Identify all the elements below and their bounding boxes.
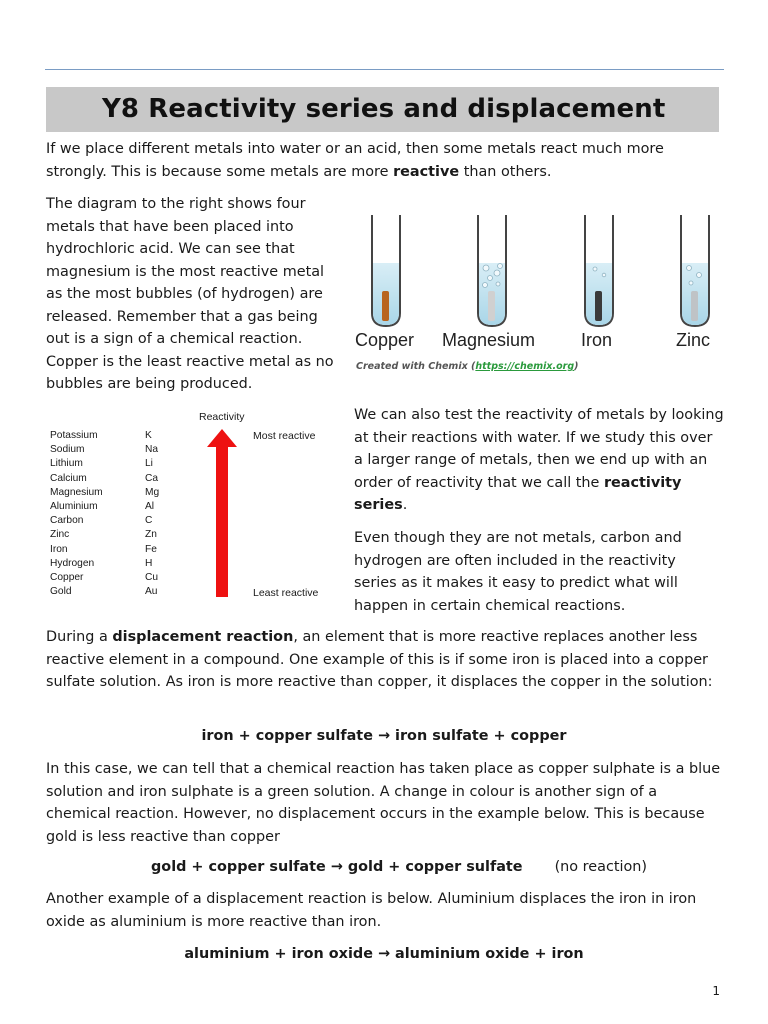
credit-suffix: ) [574, 361, 579, 372]
tube-label-iron: Iron [581, 330, 613, 350]
reactivity-row [50, 557, 185, 571]
another-paragraph: Another example of a displacement reaction is below. Aluminium displaces the iron in iron oxide as aluminium is more reactive than iron. [46, 891, 697, 930]
element-symbol: Li [145, 458, 153, 470]
water-bold: reactivity series [354, 474, 682, 513]
displacement-text: During a [46, 629, 113, 645]
equation-2-note: (no reaction) [554, 859, 648, 875]
tube-iron [585, 215, 613, 326]
reactivity-row [50, 472, 185, 486]
element-name: Zinc [50, 529, 70, 541]
element-symbol: C [145, 515, 153, 527]
water-paragraph [354, 404, 724, 517]
page-number: 1 [712, 984, 720, 998]
intro-bold: reactive [393, 163, 460, 180]
element-name: Calcium [50, 472, 87, 484]
reactivity-table [50, 429, 185, 599]
diagram-paragraph: The diagram to the right shows four metals that have been placed into hydrochloric acid. We can see that magnesium is the most reactive metal as the most bubbles (of hydrogen) are released. Remember that a gas being out is a sign of a chemical reaction. Copper is the least reactive metal as no bubbles are being produced. [46, 196, 334, 392]
element-symbol: Al [145, 501, 155, 513]
element-symbol: K [145, 430, 152, 441]
reactivity-arrow [204, 429, 240, 599]
reactivity-row [50, 585, 185, 599]
element-name: Aluminium [50, 501, 98, 513]
most-reactive-label: Most reactive [253, 430, 316, 442]
element-symbol: Au [145, 586, 158, 598]
reactivity-row [50, 429, 185, 443]
element-name: Potassium [50, 430, 98, 441]
element-name: Sodium [50, 444, 85, 456]
least-reactive-label: Least reactive [253, 587, 319, 599]
element-name: Gold [50, 586, 72, 598]
intro-text-end: than others. [459, 163, 552, 180]
element-name: Copper [50, 572, 84, 584]
iron-strip [595, 291, 602, 321]
reactivity-row [50, 457, 185, 471]
zinc-strip [691, 291, 698, 321]
test-tubes-illustration [345, 205, 720, 330]
element-symbol: Zn [145, 529, 157, 541]
intro-paragraph [46, 138, 726, 183]
element-name: Hydrogen [50, 557, 95, 569]
element-symbol: Na [145, 444, 159, 456]
element-symbol: Ca [145, 472, 159, 484]
element-symbol: H [145, 557, 153, 569]
tube-label-zinc: Zinc [676, 330, 711, 350]
credit-link[interactable]: https://chemix.org [475, 361, 575, 372]
displacement-bold: displacement reaction [112, 629, 294, 645]
reactivity-row [50, 514, 185, 528]
element-symbol: Fe [145, 543, 157, 555]
page-title: Y8 Reactivity series and displacement [102, 94, 666, 124]
element-symbol: Mg [145, 486, 160, 498]
reactivity-row [50, 500, 185, 514]
credit-prefix: Created with Chemix ( [356, 361, 476, 372]
reactivity-arrow-shape [207, 429, 237, 597]
header-rule [45, 69, 724, 70]
magnesium-strip [488, 291, 495, 321]
element-name: Magnesium [50, 486, 103, 498]
water-text-end: . [402, 497, 408, 513]
carbon-paragraph: Even though they are not metals, carbon and hydrogen are often included in the reactivity series as it makes it easy to predict what will happen in certain chemical reactions. [354, 530, 682, 614]
water-text: We can also test the reactivity of metals by looking at their reactions with water. If we study this over a larger range of metals, then we end up with an order of reactivity that we call the [354, 407, 724, 491]
title-bar [46, 87, 719, 132]
intro-text: If we place different metals into water or an acid, then some metals react much more strongly. This is because some metals are more [46, 141, 664, 180]
equation-2-text: gold + copper sulfate → gold + copper sulfate [151, 859, 523, 875]
reactivity-row [50, 528, 185, 542]
tube-label-magnesium: Magnesium [442, 330, 536, 350]
reactivity-row [50, 486, 185, 500]
displacement-paragraph [46, 626, 726, 694]
displacement-text-end: , an element that is more reactive replaces another less reactive element in a compound. One example of this is if some iron is placed into a copper sulfate solution. As iron is more reactive than copper, it displaces the copper in the solution: [46, 629, 713, 690]
equation-1: iron + copper sulfate → iron sulfate + copper [201, 728, 567, 744]
tube-magnesium [478, 215, 506, 326]
tube-label-copper: Copper [355, 330, 415, 350]
element-name: Carbon [50, 515, 84, 527]
reactivity-row [50, 443, 185, 457]
reactivity-row [50, 543, 185, 557]
image-credit [356, 361, 578, 372]
tube-copper [372, 215, 400, 326]
copper-strip [382, 291, 389, 321]
element-symbol: Cu [145, 572, 159, 584]
case-paragraph: In this case, we can tell that a chemical reaction has taken place as copper sulphate is a blue solution and iron sulphate is a green solution. A change in colour is another sign of a chemical reaction. However, no displacement occurs in the example below. This is because gold is less reactive than copper [46, 761, 721, 845]
equation-2 [151, 856, 671, 878]
element-name: Lithium [50, 458, 83, 470]
element-name: Iron [50, 543, 68, 555]
reactivity-heading: Reactivity [199, 411, 245, 423]
tube-zinc [681, 215, 709, 326]
reactivity-row [50, 571, 185, 585]
equation-3: aluminium + iron oxide → aluminium oxide + iron [184, 946, 584, 962]
